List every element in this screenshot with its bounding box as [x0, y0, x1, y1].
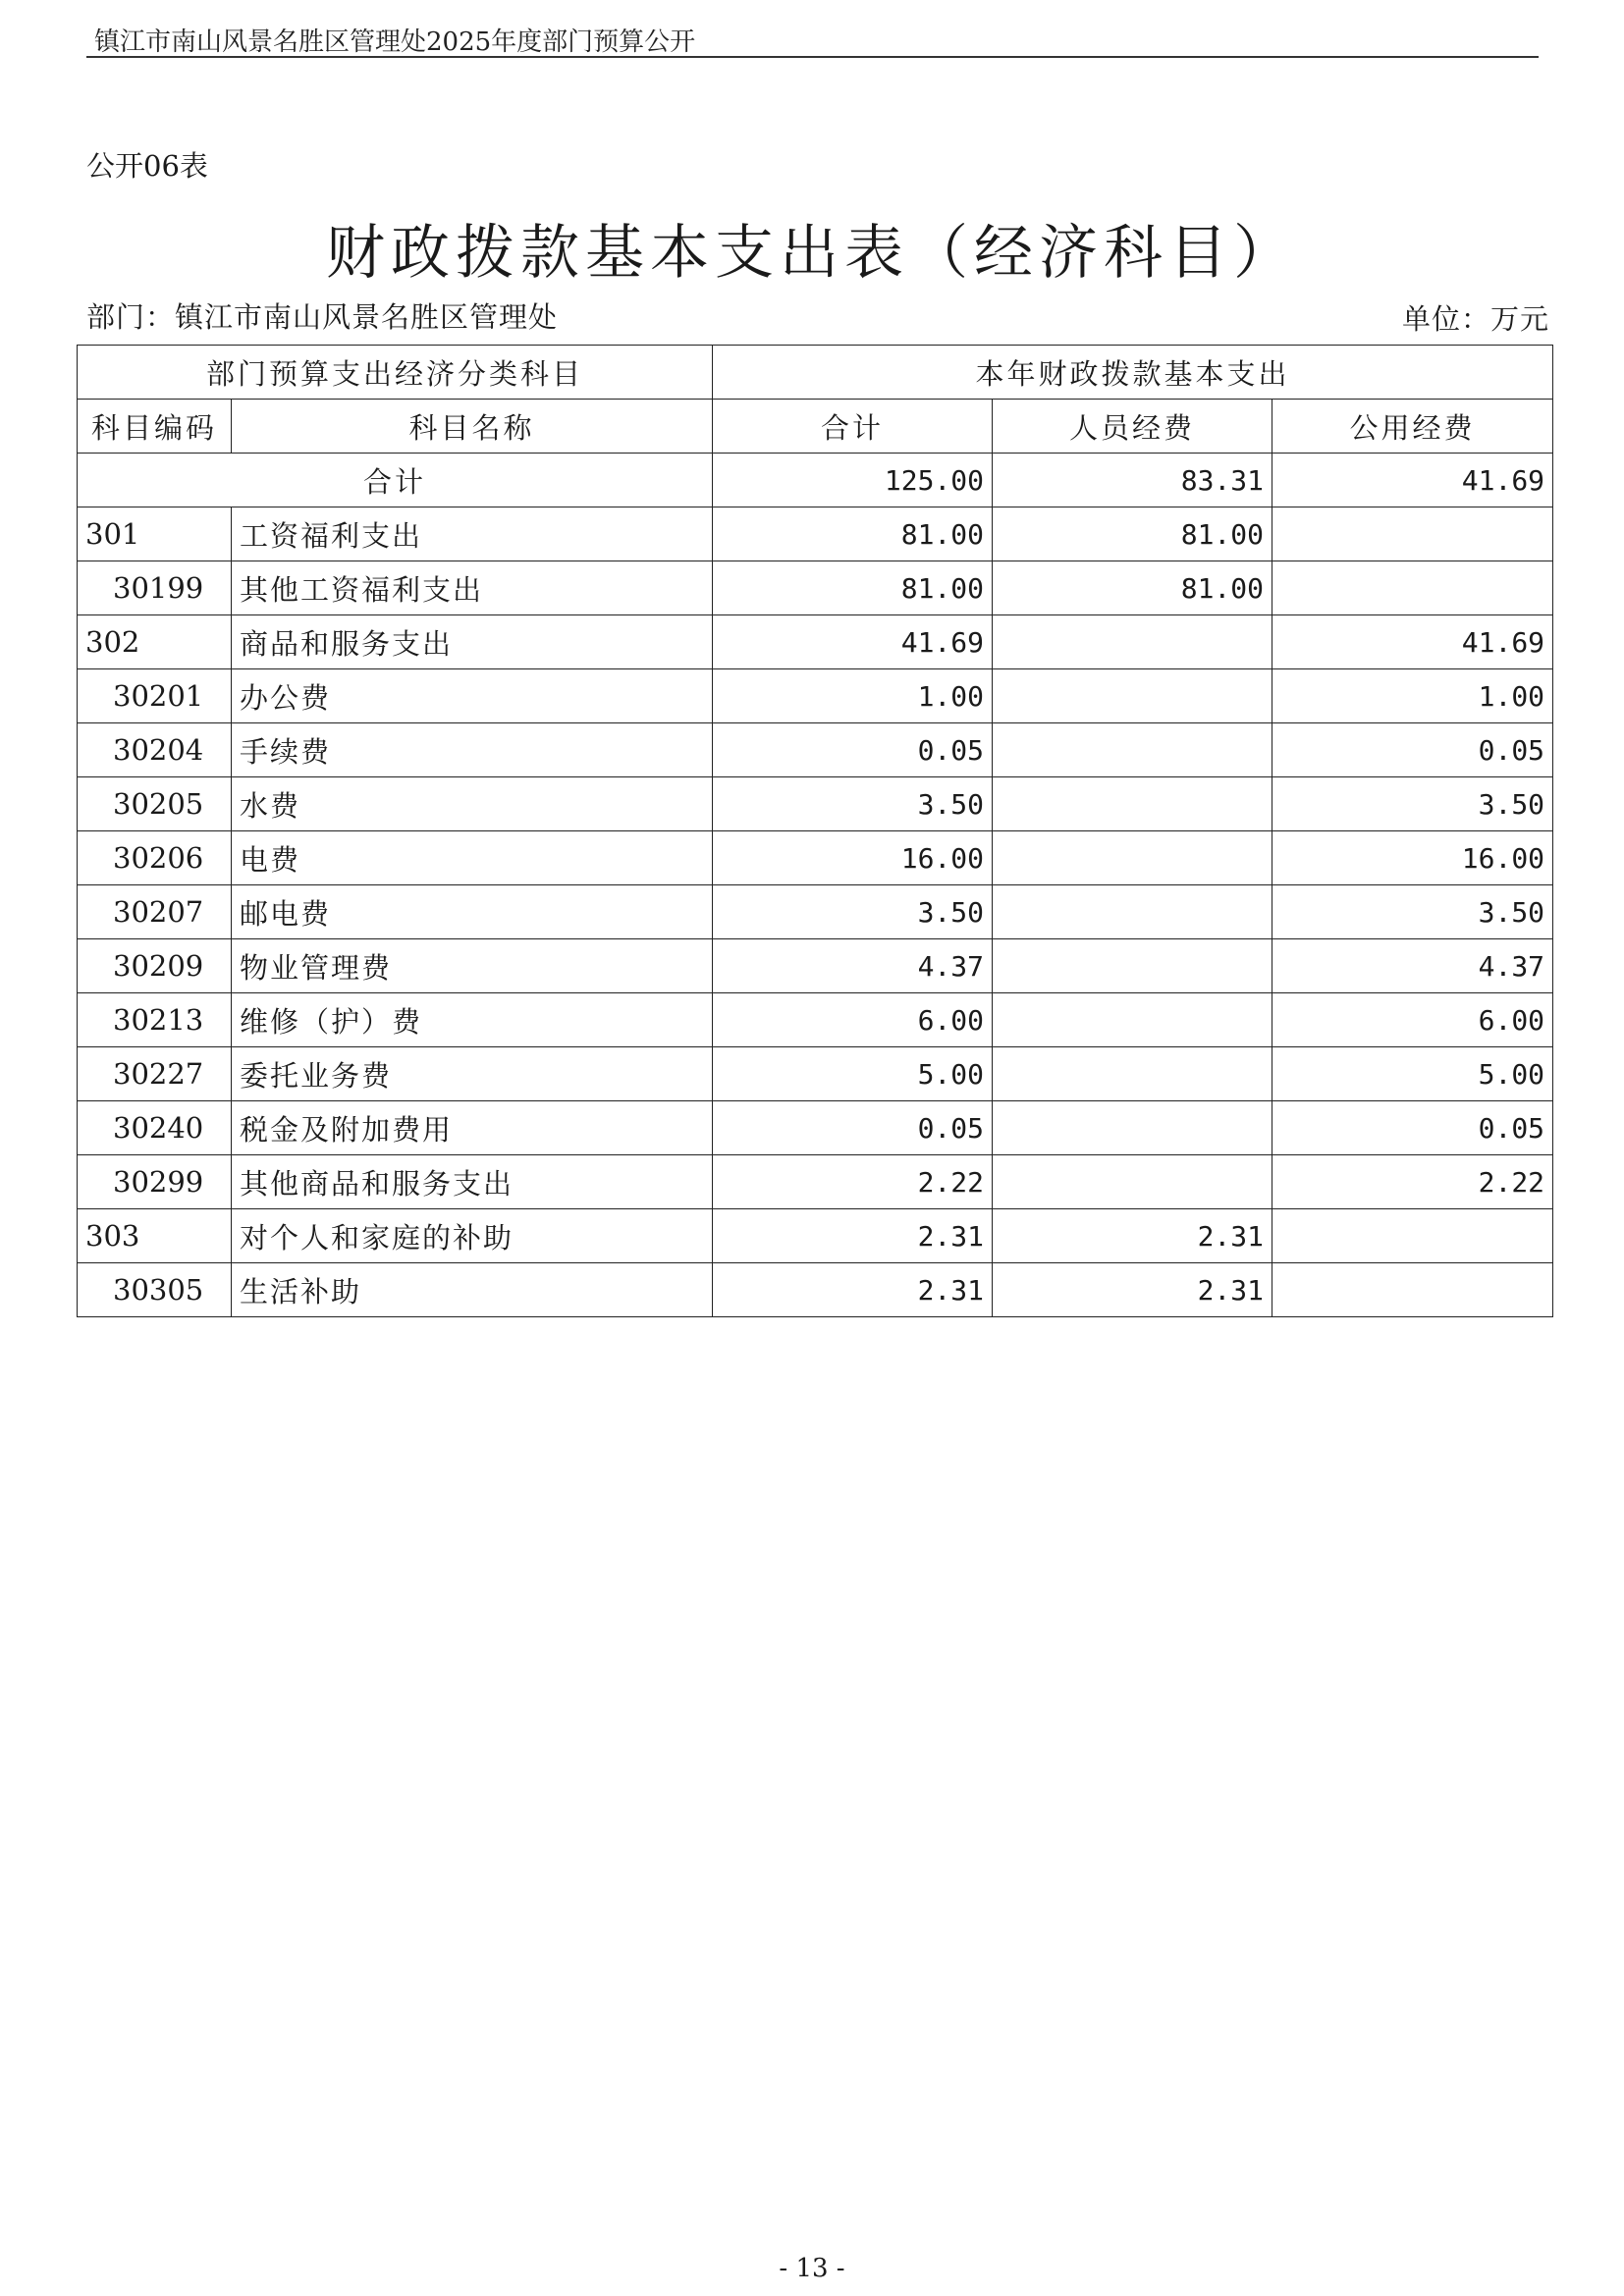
cell-code: 30205 [78, 777, 232, 831]
cell-name: 电费 [232, 831, 713, 885]
cell-public: 6.00 [1272, 993, 1553, 1047]
cell-public: 3.50 [1272, 777, 1553, 831]
col-header-name: 科目名称 [232, 400, 713, 454]
table-row [78, 777, 1553, 831]
cell-name: 工资福利支出 [232, 507, 713, 561]
table-row [78, 831, 1553, 885]
group-header-left: 部门预算支出经济分类科目 [78, 346, 713, 400]
group-header-row [78, 346, 1553, 400]
running-header-title: 镇江市南山风景名胜区管理处2025年度部门预算公开 [94, 27, 696, 57]
cell-total: 2.31 [713, 1209, 993, 1263]
total-row-total: 125.00 [713, 454, 993, 507]
table-row [78, 1101, 1553, 1155]
cell-personnel [993, 1101, 1272, 1155]
table-row [78, 993, 1553, 1047]
column-header-row [78, 400, 1553, 454]
cell-public [1272, 507, 1553, 561]
col-header-personnel: 人员经费 [993, 400, 1272, 454]
cell-total: 3.50 [713, 777, 993, 831]
cell-personnel [993, 831, 1272, 885]
group-header-right: 本年财政拨款基本支出 [713, 346, 1553, 400]
cell-code: 30204 [78, 723, 232, 777]
table-row [78, 1263, 1553, 1317]
budget-table [77, 345, 1553, 1317]
table-row [78, 1155, 1553, 1209]
cell-personnel: 2.31 [993, 1209, 1272, 1263]
cell-public [1272, 561, 1553, 615]
cell-code: 30305 [78, 1263, 232, 1317]
cell-code: 30201 [78, 669, 232, 723]
table-code: 公开06表 [86, 149, 208, 183]
budget-table-body [78, 346, 1553, 1317]
page-title: 财政拨款基本支出表（经济科目） [326, 219, 1298, 288]
cell-total: 1.00 [713, 669, 993, 723]
cell-code: 30213 [78, 993, 232, 1047]
cell-public: 2.22 [1272, 1155, 1553, 1209]
cell-code: 30199 [78, 561, 232, 615]
table-row [78, 1047, 1553, 1101]
cell-personnel [993, 939, 1272, 993]
cell-public: 0.05 [1272, 723, 1553, 777]
cell-name: 水费 [232, 777, 713, 831]
table-row [78, 669, 1553, 723]
cell-name: 对个人和家庭的补助 [232, 1209, 713, 1263]
cell-personnel [993, 777, 1272, 831]
cell-total: 0.05 [713, 723, 993, 777]
cell-name: 维修（护）费 [232, 993, 713, 1047]
cell-personnel [993, 993, 1272, 1047]
table-row [78, 939, 1553, 993]
cell-code: 30206 [78, 831, 232, 885]
table-row [78, 615, 1553, 669]
cell-name: 邮电费 [232, 885, 713, 939]
cell-name: 税金及附加费用 [232, 1101, 713, 1155]
cell-code: 30240 [78, 1101, 232, 1155]
table-row [78, 561, 1553, 615]
cell-total: 2.22 [713, 1155, 993, 1209]
cell-name: 物业管理费 [232, 939, 713, 993]
header-rule [86, 56, 1539, 58]
cell-public: 1.00 [1272, 669, 1553, 723]
cell-name: 生活补助 [232, 1263, 713, 1317]
cell-public [1272, 1209, 1553, 1263]
cell-personnel [993, 669, 1272, 723]
cell-name: 其他商品和服务支出 [232, 1155, 713, 1209]
col-header-total: 合计 [713, 400, 993, 454]
table-row [78, 507, 1553, 561]
table-row [78, 885, 1553, 939]
page-number: - 13 - [779, 2254, 845, 2283]
cell-public: 4.37 [1272, 939, 1553, 993]
cell-personnel [993, 615, 1272, 669]
cell-public [1272, 1263, 1553, 1317]
total-row [78, 454, 1553, 507]
cell-name: 其他工资福利支出 [232, 561, 713, 615]
cell-name: 委托业务费 [232, 1047, 713, 1101]
cell-code: 301 [78, 507, 232, 561]
col-header-code: 科目编码 [78, 400, 232, 454]
cell-public: 5.00 [1272, 1047, 1553, 1101]
cell-total: 41.69 [713, 615, 993, 669]
total-row-label: 合计 [78, 454, 713, 507]
cell-code: 30207 [78, 885, 232, 939]
cell-personnel: 2.31 [993, 1263, 1272, 1317]
cell-code: 302 [78, 615, 232, 669]
cell-code: 30227 [78, 1047, 232, 1101]
cell-total: 16.00 [713, 831, 993, 885]
cell-public: 41.69 [1272, 615, 1553, 669]
cell-total: 3.50 [713, 885, 993, 939]
cell-personnel [993, 1155, 1272, 1209]
cell-total: 81.00 [713, 561, 993, 615]
cell-personnel: 81.00 [993, 561, 1272, 615]
cell-personnel [993, 885, 1272, 939]
cell-public: 3.50 [1272, 885, 1553, 939]
cell-name: 手续费 [232, 723, 713, 777]
cell-total: 5.00 [713, 1047, 993, 1101]
cell-total: 6.00 [713, 993, 993, 1047]
unit-label: 单位：万元 [1401, 302, 1549, 336]
cell-personnel [993, 723, 1272, 777]
cell-personnel [993, 1047, 1272, 1101]
cell-public: 16.00 [1272, 831, 1553, 885]
cell-name: 商品和服务支出 [232, 615, 713, 669]
cell-personnel: 81.00 [993, 507, 1272, 561]
col-header-public: 公用经费 [1272, 400, 1553, 454]
total-row-personnel: 83.31 [993, 454, 1272, 507]
total-row-public: 41.69 [1272, 454, 1553, 507]
cell-total: 2.31 [713, 1263, 993, 1317]
cell-code: 30299 [78, 1155, 232, 1209]
table-row [78, 1209, 1553, 1263]
cell-total: 81.00 [713, 507, 993, 561]
cell-code: 303 [78, 1209, 232, 1263]
cell-public: 0.05 [1272, 1101, 1553, 1155]
cell-total: 0.05 [713, 1101, 993, 1155]
cell-name: 办公费 [232, 669, 713, 723]
table-row [78, 723, 1553, 777]
department-label: 部门：镇江市南山风景名胜区管理处 [86, 300, 559, 334]
cell-total: 4.37 [713, 939, 993, 993]
cell-code: 30209 [78, 939, 232, 993]
